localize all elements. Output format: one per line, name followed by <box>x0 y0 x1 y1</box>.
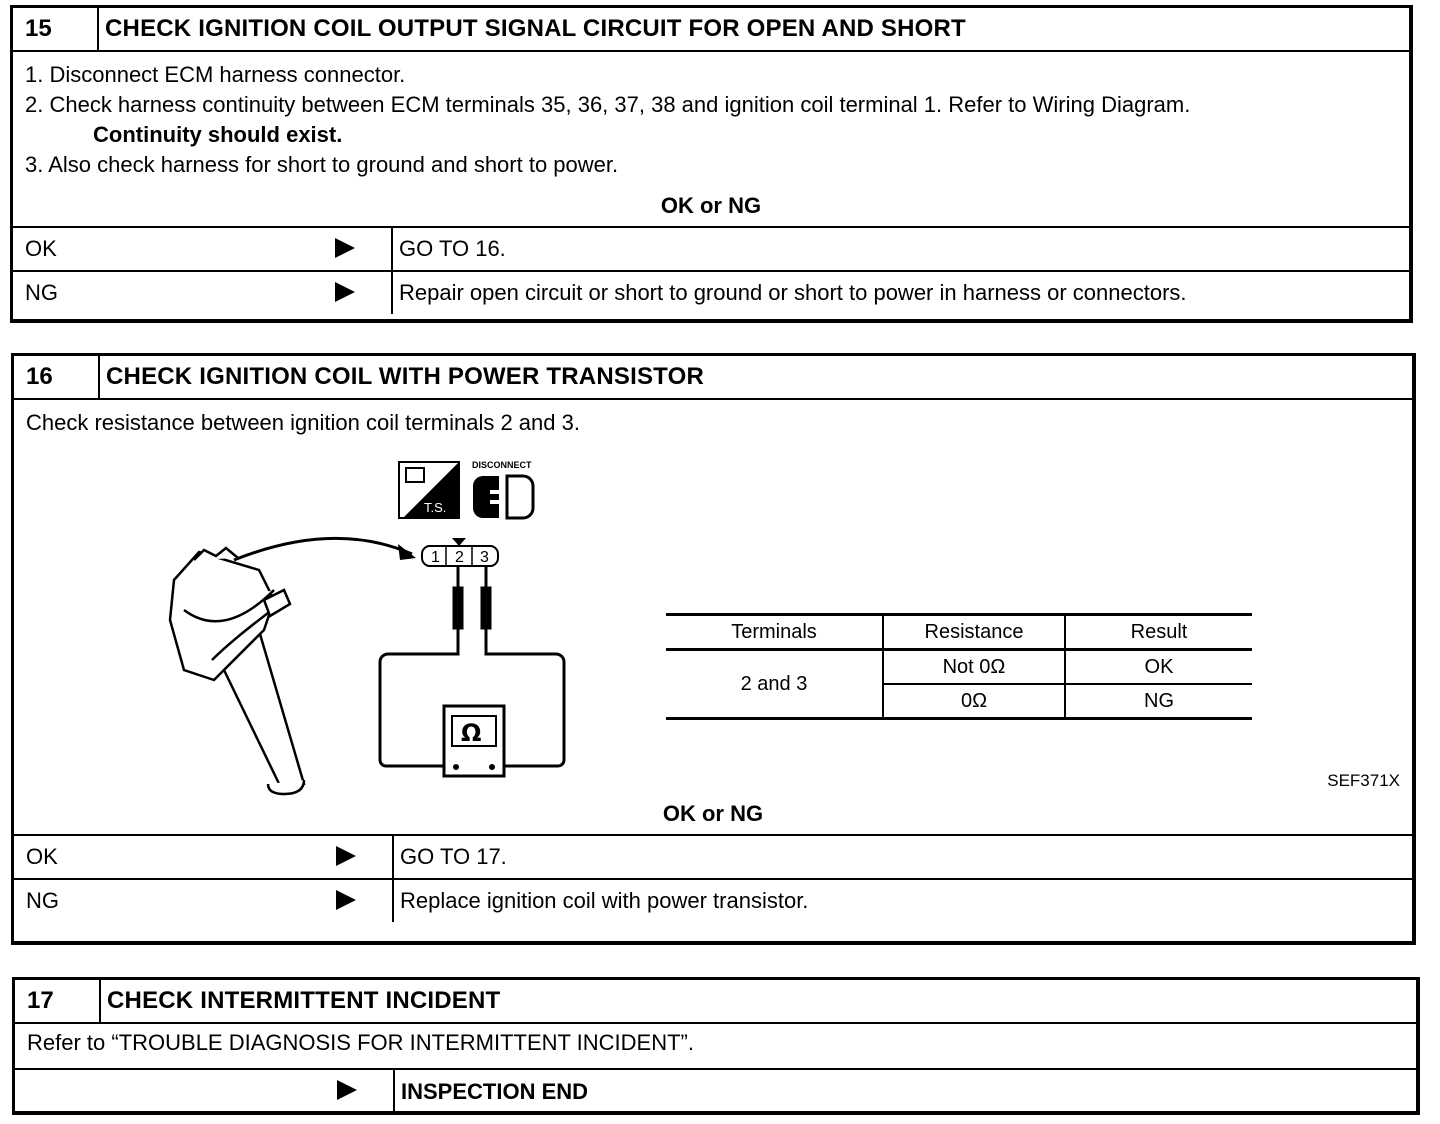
result-action: GO TO 17. <box>400 844 507 869</box>
step-15-header <box>13 8 1409 52</box>
step-17-instructions <box>15 1024 1416 1068</box>
result-row-ng <box>13 270 1409 314</box>
table-header: Resistance <box>883 615 1065 650</box>
ignition-coil-test-figure <box>154 460 574 800</box>
step-15-instructions <box>13 52 1409 180</box>
instruction-line: Check resistance between ignition coil terminals 2 and 3. <box>26 410 580 435</box>
result-action: Repair open circuit or short to ground or short to power in harness or connectors. <box>399 280 1187 305</box>
instruction-line: 3. Also check harness for short to ground and short to power. <box>25 152 619 177</box>
table-header: Terminals <box>666 615 883 650</box>
pointer-arrowhead <box>398 544 416 560</box>
step-16-header <box>14 356 1412 400</box>
table-cell: Not 0Ω <box>883 650 1065 685</box>
step-17-header <box>15 980 1416 1024</box>
step-title: CHECK INTERMITTENT INCIDENT <box>107 987 501 1014</box>
step-title: CHECK IGNITION COIL WITH POWER TRANSISTOR <box>106 363 704 390</box>
instruction-line: Refer to “TROUBLE DIAGNOSIS FOR INTERMITTENT INCIDENT”. <box>27 1030 694 1055</box>
figure-reference-code: SEF371X <box>1327 771 1400 790</box>
connector-terminals <box>422 538 498 566</box>
resistance-table <box>666 613 1252 720</box>
result-label: OK <box>26 844 58 869</box>
disconnect-label: DISCONNECT <box>472 460 532 470</box>
right-triangle-arrow-icon <box>335 1078 359 1102</box>
step-16-box <box>11 353 1416 945</box>
right-triangle-arrow-icon <box>334 844 358 868</box>
result-label: NG <box>26 888 59 913</box>
result-action: Replace ignition coil with power transistor. <box>400 888 809 913</box>
step-17-box <box>12 977 1420 1115</box>
instruction-line: 1. Disconnect ECM harness connector. <box>25 62 406 87</box>
table-header: Result <box>1130 621 1188 643</box>
step-number: 15 <box>13 8 99 50</box>
table-cell: 0Ω <box>883 684 1065 719</box>
disconnect-icon <box>472 460 533 518</box>
instruction-emphasis: Continuity should exist. <box>93 122 343 147</box>
step-title: CHECK IGNITION COIL OUTPUT SIGNAL CIRCUIT FOR OPEN AND SHORT <box>105 15 966 42</box>
pointer-arrow <box>234 538 412 560</box>
instruction-line: 2. Check harness continuity between ECM terminals 35, 36, 37, 38 and ignition coil terminal 1. Refer to Wiring Diagram. <box>25 92 1191 117</box>
table-cell: NG <box>1144 690 1174 712</box>
result-label: OK <box>25 236 57 261</box>
result-label: NG <box>25 280 58 305</box>
table-cell: OK <box>1144 656 1174 678</box>
ok-or-ng-label: OK or NG <box>662 801 764 826</box>
result-row-ok <box>14 834 1412 878</box>
inspection-end-label: INSPECTION END <box>401 1079 589 1104</box>
step-number: 17 <box>15 980 101 1022</box>
right-triangle-arrow-icon <box>334 888 358 912</box>
result-row-ng <box>14 878 1412 922</box>
ts-label: T.S. <box>424 500 447 515</box>
step-number: 16 <box>14 356 100 398</box>
right-triangle-arrow-icon <box>333 280 357 304</box>
terminal-3: 3 <box>480 549 489 566</box>
step-16-instructions <box>14 400 1412 794</box>
step-15-box <box>10 5 1413 323</box>
result-row-ok <box>13 226 1409 270</box>
ohmmeter-icon <box>444 706 504 776</box>
terminal-1: 1 <box>431 549 440 566</box>
table-cell: 2 and 3 <box>666 650 883 719</box>
result-action: GO TO 16. <box>399 236 506 261</box>
ok-or-ng-label: OK or NG <box>660 193 762 218</box>
ohm-symbol: Ω <box>461 719 482 747</box>
terminal-2: 2 <box>455 549 464 566</box>
result-row-end <box>15 1068 1416 1114</box>
ts-service-icon <box>399 462 459 518</box>
ignition-coil-drawing <box>170 548 304 794</box>
right-triangle-arrow-icon <box>333 236 357 260</box>
